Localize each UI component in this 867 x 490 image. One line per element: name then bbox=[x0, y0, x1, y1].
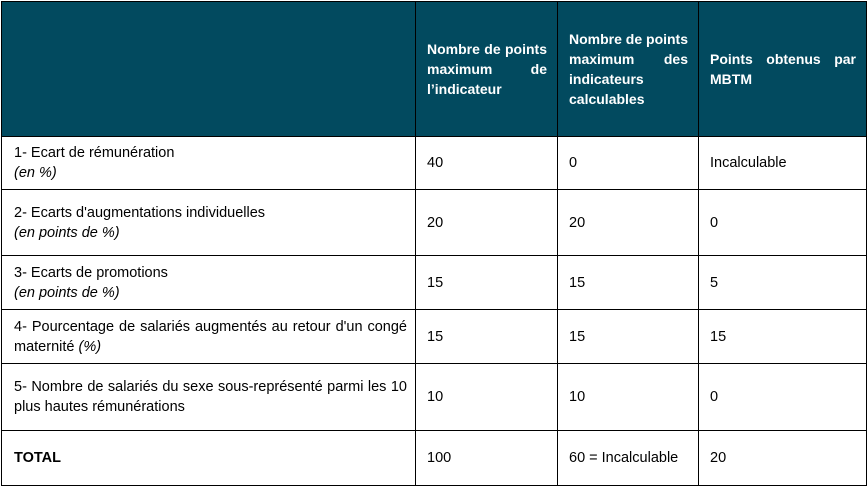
indicator-label-cell bbox=[2, 364, 416, 431]
indicator-label: 4- Pourcentage de salariés augmentés au retour d'un congé maternité bbox=[14, 318, 407, 355]
max-calculable-cell: 0 bbox=[558, 137, 699, 190]
table-row bbox=[2, 310, 867, 364]
obtained-points-cell: 15 bbox=[699, 310, 867, 364]
total-row bbox=[2, 431, 867, 486]
header-cell-max-points: Nombre de points maximum de l’indicateur bbox=[416, 2, 558, 137]
indicator-label-cell bbox=[2, 190, 416, 256]
max-calculable-cell: 10 bbox=[558, 364, 699, 431]
indicator-unit: (%) bbox=[78, 338, 102, 355]
max-points-cell: 15 bbox=[416, 310, 558, 364]
total-max-calculable-cell: 60 = Incalculable bbox=[558, 431, 699, 486]
max-points-cell: 20 bbox=[416, 190, 558, 256]
table-header bbox=[2, 2, 867, 137]
score-table bbox=[1, 1, 867, 486]
max-points-cell: 40 bbox=[416, 137, 558, 190]
max-calculable-cell: 15 bbox=[558, 310, 699, 364]
indicator-label-cell bbox=[2, 256, 416, 310]
table-row bbox=[2, 190, 867, 256]
indicator-label-cell bbox=[2, 137, 416, 190]
max-points-cell: 10 bbox=[416, 364, 558, 431]
indicator-unit: (en %) bbox=[14, 165, 57, 181]
indicator-label: 5- Nombre de salariés du sexe sous-représenté parmi les 10 plus hautes rémunérations bbox=[14, 379, 407, 415]
total-label-cell bbox=[2, 431, 416, 486]
total-max-points-cell: 100 bbox=[416, 431, 558, 486]
header-cell-max-calculable: Nombre de points maximum des indicateurs calculables bbox=[558, 2, 699, 137]
obtained-points-cell: 0 bbox=[699, 364, 867, 431]
indicator-label-cell bbox=[2, 310, 416, 364]
obtained-points-cell: 5 bbox=[699, 256, 867, 310]
table-body bbox=[2, 137, 867, 486]
table-row bbox=[2, 256, 867, 310]
table-row bbox=[2, 137, 867, 190]
max-points-cell: 15 bbox=[416, 256, 558, 310]
header-cell-empty bbox=[2, 2, 416, 137]
obtained-points-cell: Incalculable bbox=[699, 137, 867, 190]
table-row bbox=[2, 364, 867, 431]
total-label: TOTAL bbox=[14, 450, 61, 466]
indicator-unit: (en points de %) bbox=[14, 284, 120, 301]
max-calculable-cell: 15 bbox=[558, 256, 699, 310]
indicator-unit: (en points de %) bbox=[14, 224, 120, 241]
indicator-label: 2- Ecarts d'augmentations individuelles bbox=[14, 204, 266, 221]
obtained-points-cell: 0 bbox=[699, 190, 867, 256]
indicator-label: 1- Ecart de rémunération bbox=[14, 145, 175, 161]
max-calculable-cell: 20 bbox=[558, 190, 699, 256]
total-obtained-cell: 20 bbox=[699, 431, 867, 486]
header-row bbox=[2, 2, 867, 137]
header-cell-obtained: Points obtenus par MBTM bbox=[699, 2, 867, 137]
indicator-label: 3- Ecarts de promotions bbox=[14, 264, 168, 281]
